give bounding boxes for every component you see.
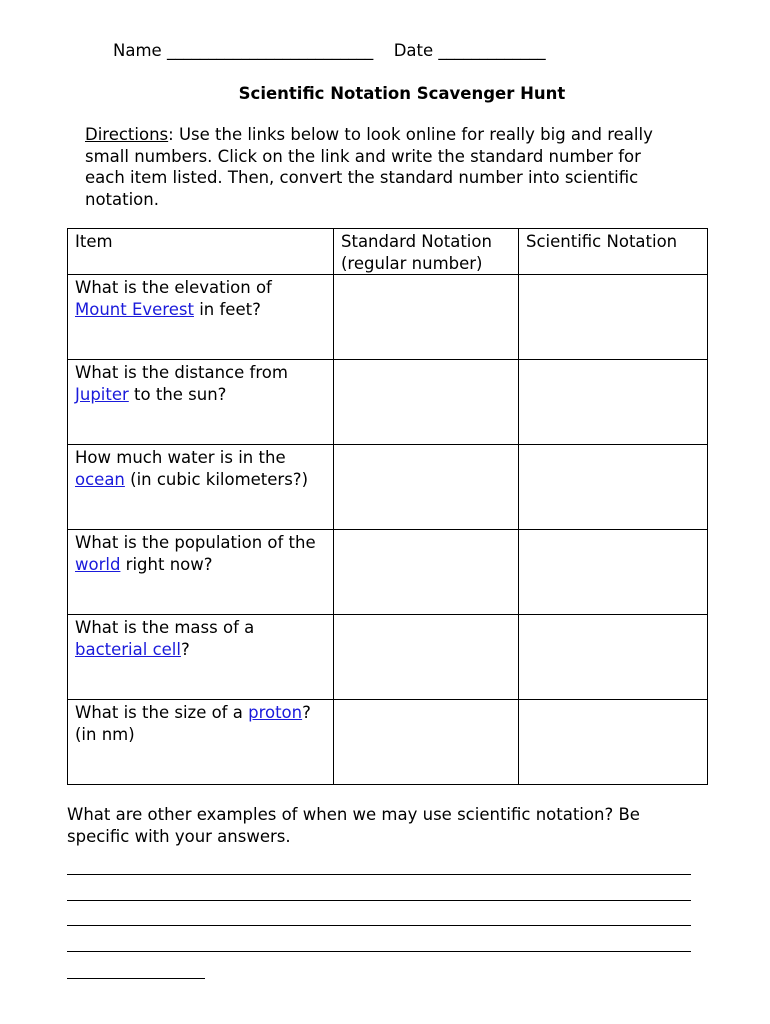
table-row <box>68 700 708 785</box>
item-text-pre: What is the distance from <box>75 363 288 382</box>
item-text-post: ? <box>180 639 190 659</box>
item-text-post: right now? <box>120 554 213 574</box>
item-cell <box>68 445 334 530</box>
table-row <box>68 275 708 360</box>
name-date-line <box>113 40 546 62</box>
name-label: Name <box>113 41 162 60</box>
scientific-notation-cell[interactable] <box>519 615 708 700</box>
table-row <box>68 445 708 530</box>
directions-text: : Use the links below to look online for really big and really small numbers. Click on the link and write the standard number for each item listed. Then, convert the standard number into scientific notation. <box>85 125 653 209</box>
item-link[interactable]: world <box>75 554 121 574</box>
answer-line[interactable] <box>67 951 691 952</box>
scientific-notation-cell[interactable] <box>519 700 708 785</box>
item-text-pre: What is the mass of a <box>75 618 255 637</box>
item-link[interactable]: Jupiter <box>75 384 129 404</box>
table-row <box>68 615 708 700</box>
item-text-pre: What is the population of the <box>75 533 316 552</box>
item-cell <box>68 530 334 615</box>
date-label: Date <box>393 41 434 60</box>
standard-notation-cell[interactable] <box>334 360 519 445</box>
follow-up-question: What are other examples of when we may use scientific notation? Be specific with your answers. <box>67 805 640 846</box>
answer-line[interactable] <box>67 925 691 926</box>
answer-line[interactable] <box>67 874 691 875</box>
item-cell <box>68 360 334 445</box>
page-title: Scientific Notation Scavenger Hunt <box>238 84 566 103</box>
item-text-post: ? (in nm) <box>75 703 311 744</box>
header-item: Item <box>68 229 334 275</box>
item-cell <box>68 700 334 785</box>
item-text-post: (in cubic kilometers?) <box>124 469 309 489</box>
standard-notation-cell[interactable] <box>334 275 519 360</box>
standard-notation-cell[interactable] <box>334 700 519 785</box>
standard-notation-cell[interactable] <box>334 530 519 615</box>
item-link[interactable]: bacterial cell <box>75 639 181 659</box>
item-cell <box>68 275 334 360</box>
scientific-notation-cell[interactable] <box>519 275 708 360</box>
item-text-pre: What is the size of a <box>75 703 249 722</box>
table-row <box>68 530 708 615</box>
scientific-notation-cell[interactable] <box>519 360 708 445</box>
item-link[interactable]: proton <box>248 703 303 722</box>
header-standard-notation: Standard Notation (regular number) <box>334 229 519 275</box>
scientific-notation-cell[interactable] <box>519 530 708 615</box>
item-text-post: in feet? <box>193 299 261 319</box>
standard-notation-cell[interactable] <box>334 615 519 700</box>
name-blank: _________________________ <box>166 41 374 60</box>
item-text-pre: What is the elevation of <box>75 278 272 297</box>
date-blank: _____________ <box>438 41 546 60</box>
answer-line[interactable] <box>67 978 205 979</box>
table-row <box>68 360 708 445</box>
item-text-pre: How much water is in the <box>75 448 286 467</box>
scientific-notation-cell[interactable] <box>519 445 708 530</box>
item-cell <box>68 615 334 700</box>
directions-label: Directions <box>85 125 169 144</box>
answer-line[interactable] <box>67 900 691 901</box>
standard-notation-cell[interactable] <box>334 445 519 530</box>
directions-paragraph <box>85 124 685 210</box>
table-header-row <box>68 229 708 275</box>
header-scientific-notation: Scientific Notation <box>519 229 708 275</box>
item-text-post: to the sun? <box>128 384 227 404</box>
scavenger-table <box>67 228 708 785</box>
item-link[interactable]: Mount Everest <box>75 299 194 319</box>
item-link[interactable]: ocean <box>75 469 125 489</box>
